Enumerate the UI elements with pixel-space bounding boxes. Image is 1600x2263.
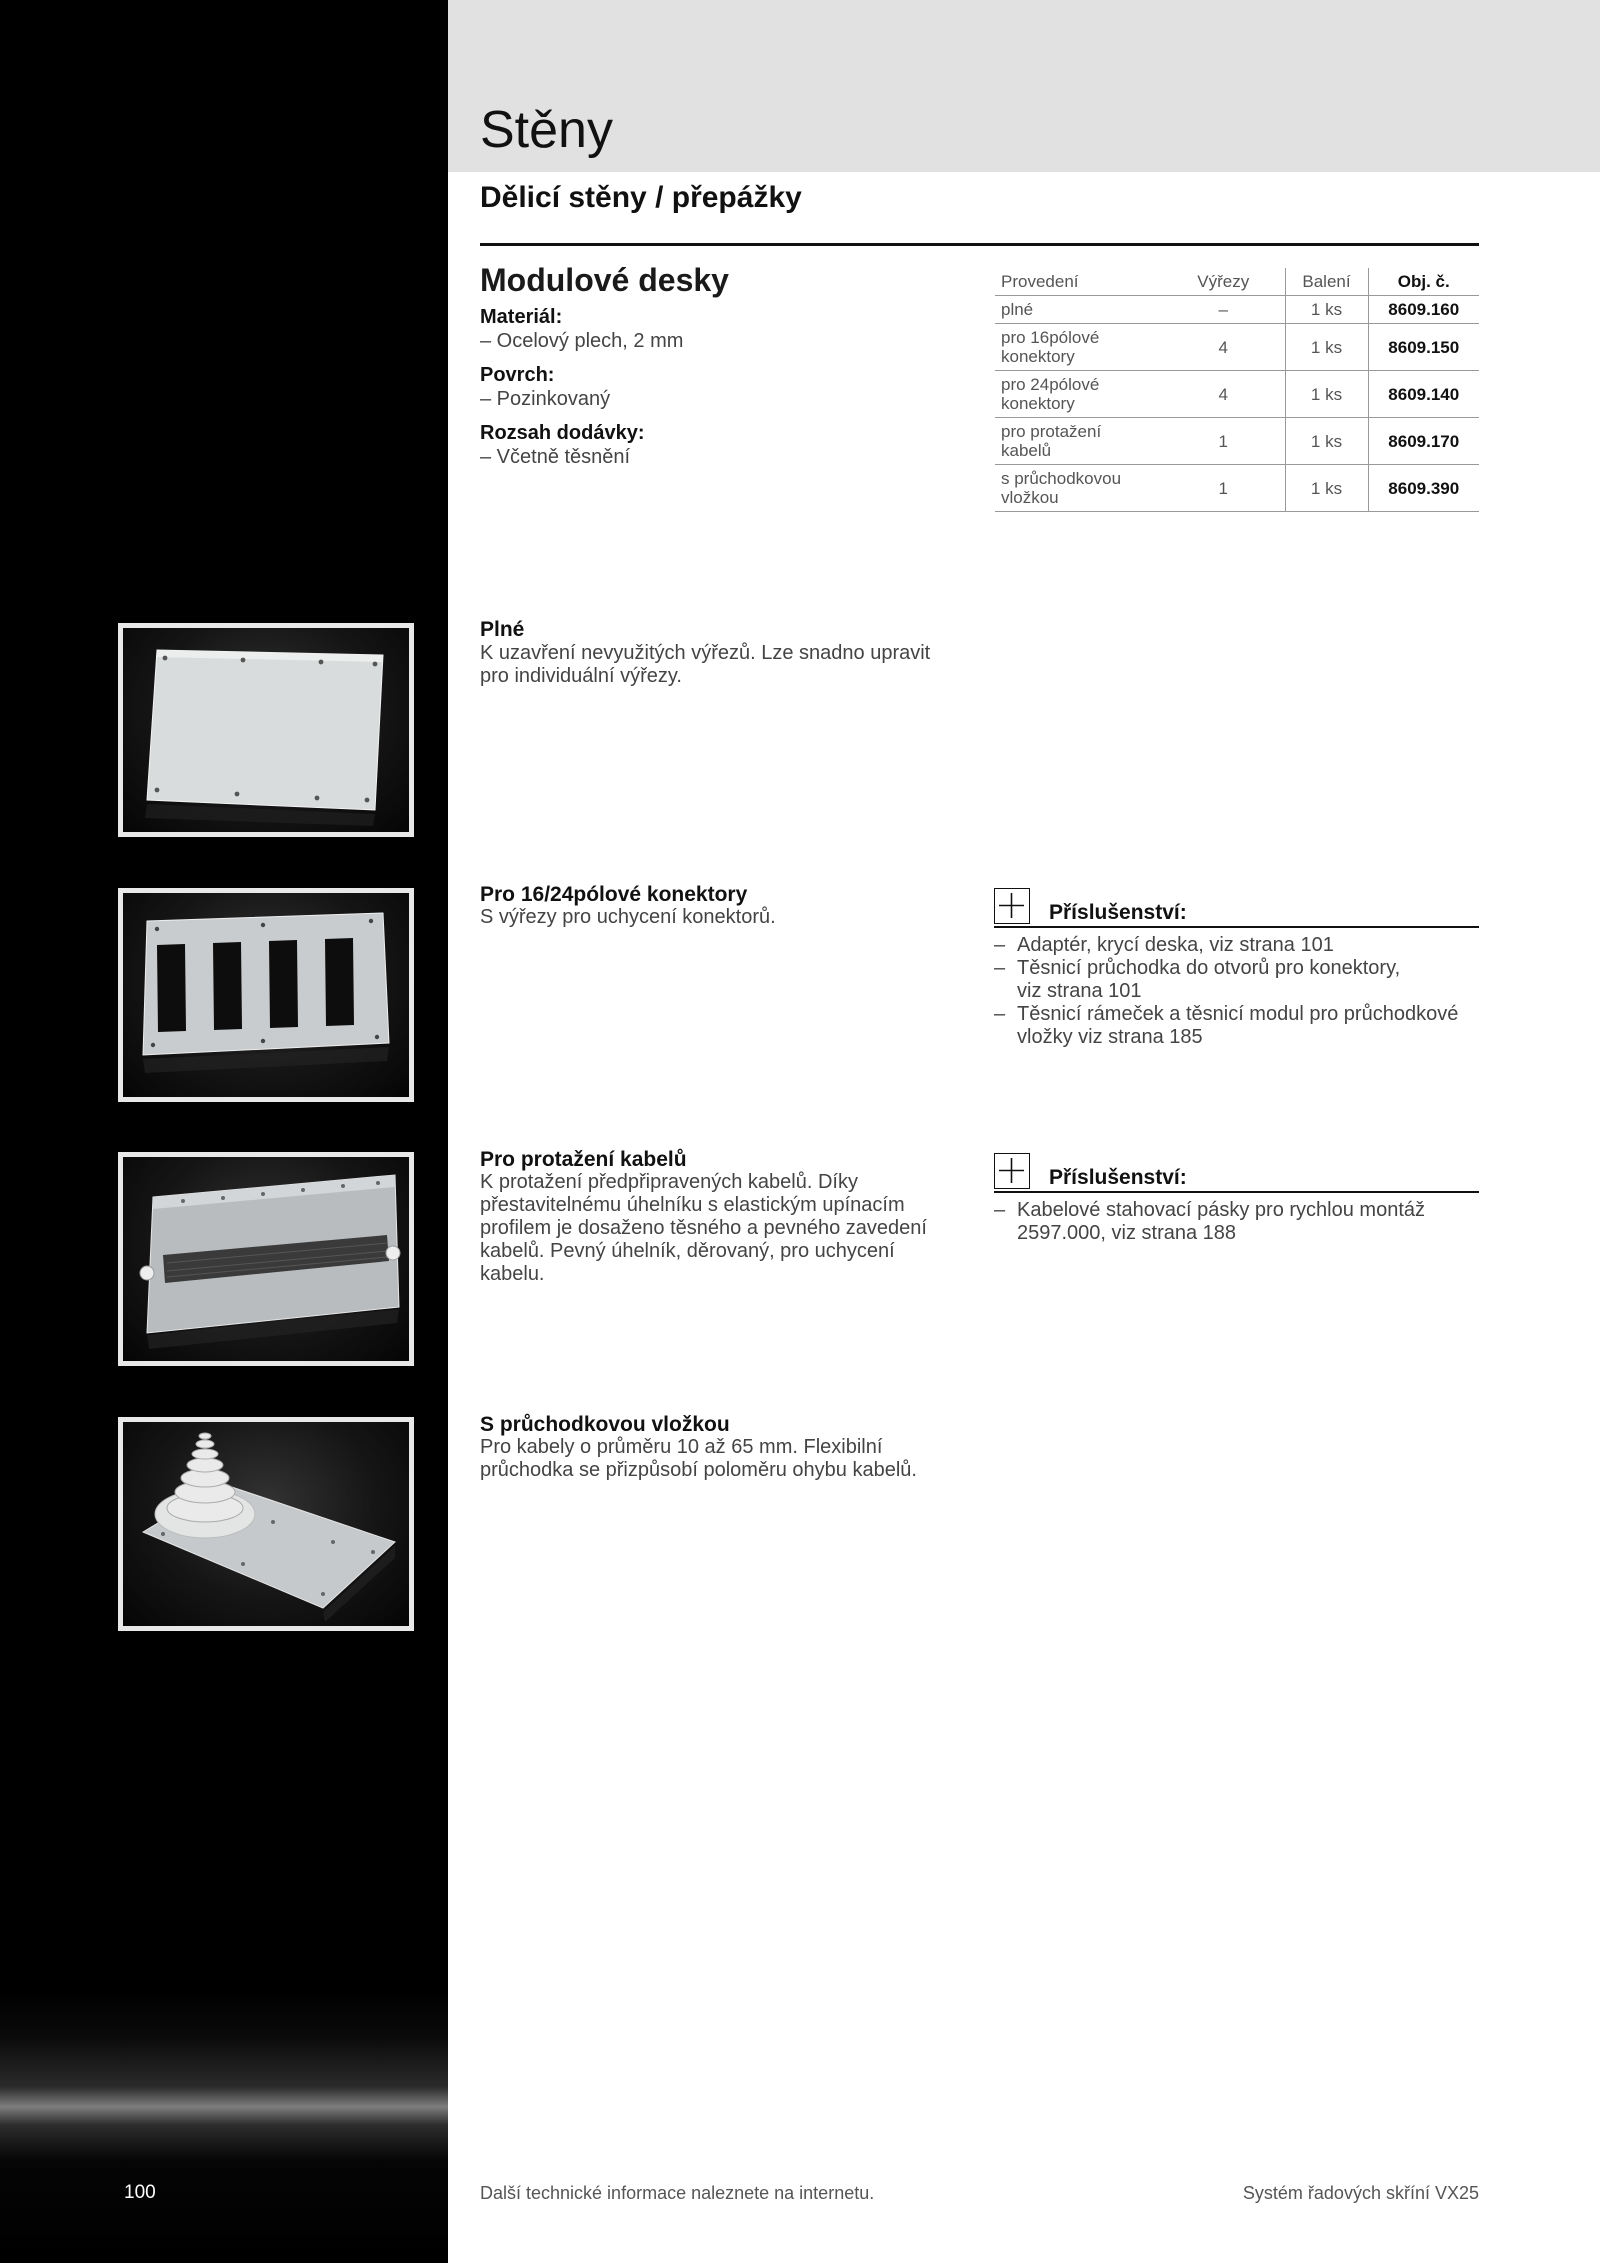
cell-variant: pro 24pólové konektory xyxy=(995,371,1162,418)
cell-code: 8609.390 xyxy=(1368,465,1479,512)
list-item: – Těsnicí průchodka do otvorů pro konektory, viz strana 101 xyxy=(994,957,1479,1003)
product-desc-solid: K uzavření nevyužitých výřezů. Lze snadno upravit pro individuální výřezy. xyxy=(480,642,931,687)
product-photo-solid-plate xyxy=(118,623,414,837)
spec-value-material: – Ocelový plech, 2 mm xyxy=(480,330,684,352)
spec-label-material: Materiál: xyxy=(480,306,563,328)
list-item: – Těsnicí rámeček a těsnicí modul pro průchodkové vložky viz strana 185 xyxy=(994,1003,1479,1049)
accessories-list xyxy=(994,1199,1479,1245)
section-divider xyxy=(480,243,1479,246)
col-header-variant: Provedení xyxy=(995,268,1162,296)
product-title-cable-entry: Pro protažení kabelů xyxy=(480,1148,687,1171)
module-heading: Modulové desky xyxy=(480,262,729,298)
accessories-label: Příslušenství: xyxy=(1049,1166,1187,1189)
accessories-label: Příslušenství: xyxy=(1049,901,1187,924)
footer-note: Další technické informace naleznete na internetu. xyxy=(480,2183,875,2203)
product-title-solid: Plné xyxy=(480,618,525,641)
product-photo-connector-plate xyxy=(118,888,414,1102)
list-item: – Adaptér, krycí deska, viz strana 101 xyxy=(994,934,1479,957)
order-table xyxy=(995,268,1479,512)
cell-variant: pro 16pólové konektory xyxy=(995,324,1162,371)
product-desc-grommet: Pro kabely o průměru 10 až 65 mm. Flexibilní průchodka se přizpůsobí poloměru ohybu kabelů. xyxy=(480,1436,917,1481)
cell-pack: 1 ks xyxy=(1285,418,1368,465)
product-title-grommet: S průchodkovou vložkou xyxy=(480,1413,730,1436)
cell-variant: s průchodkovou vložkou xyxy=(995,465,1162,512)
page-number: 100 xyxy=(124,2182,156,2203)
accessories-connectors xyxy=(994,888,1479,1049)
table-row xyxy=(995,324,1479,371)
cell-pack: 1 ks xyxy=(1285,296,1368,324)
cell-cutouts: 1 xyxy=(1162,418,1285,465)
header-band xyxy=(448,0,1600,172)
cell-cutouts: – xyxy=(1162,296,1285,324)
sidebar-black-band xyxy=(0,0,448,2263)
table-row xyxy=(995,371,1479,418)
col-header-pack: Balení xyxy=(1285,268,1368,296)
table-row xyxy=(995,465,1479,512)
col-header-cutouts: Výřezy xyxy=(1162,268,1285,296)
cell-pack: 1 ks xyxy=(1285,465,1368,512)
cell-code: 8609.170 xyxy=(1368,418,1479,465)
product-desc-connectors: S výřezy pro uchycení konektorů. xyxy=(480,906,776,928)
accessories-header xyxy=(994,1153,1479,1193)
accessories-cable-entry xyxy=(994,1153,1479,1245)
spec-value-scope: – Včetně těsnění xyxy=(480,446,631,468)
list-item: – Kabelové stahovací pásky pro rychlou montáž 2597.000, viz strana 188 xyxy=(994,1199,1479,1245)
spec-label-scope: Rozsah dodávky: xyxy=(480,422,645,444)
accessories-header xyxy=(994,888,1479,928)
product-title-connectors: Pro 16/24pólové konektory xyxy=(480,883,748,906)
cell-code: 8609.160 xyxy=(1368,296,1479,324)
cell-variant: plné xyxy=(995,296,1162,324)
cell-pack: 1 ks xyxy=(1285,324,1368,371)
page-title: Stěny xyxy=(480,101,613,159)
cell-code: 8609.150 xyxy=(1368,324,1479,371)
table-header-row xyxy=(995,268,1479,296)
plus-icon xyxy=(994,888,1030,924)
cell-cutouts: 1 xyxy=(1162,465,1285,512)
product-photo-grommet-plate xyxy=(118,1417,414,1631)
accessories-list xyxy=(994,934,1479,1049)
product-photo-cable-entry-plate xyxy=(118,1152,414,1366)
section-subtitle: Dělicí stěny / přepážky xyxy=(480,181,802,214)
col-header-code: Obj. č. xyxy=(1368,268,1479,296)
cell-variant: pro protažení kabelů xyxy=(995,418,1162,465)
spec-list xyxy=(480,305,960,479)
table-row xyxy=(995,296,1479,324)
spec-label-surface: Povrch: xyxy=(480,364,555,386)
table-row xyxy=(995,418,1479,465)
cell-cutouts: 4 xyxy=(1162,371,1285,418)
spec-value-surface: – Pozinkovaný xyxy=(480,388,611,410)
footer-series: Systém řadových skříní VX25 xyxy=(1242,2183,1479,2203)
cell-code: 8609.140 xyxy=(1368,371,1479,418)
product-desc-cable-entry: K protažení předpřipravených kabelů. Díky přestavitelnému úhelníku s elastickým upínacím profilem je dosaženo těsného a pevného zavedení kabelů. Pevný úhelník, děrovaný, pro uchycení kabelu. xyxy=(480,1171,927,1285)
cell-cutouts: 4 xyxy=(1162,324,1285,371)
plus-icon xyxy=(994,1153,1030,1189)
cell-pack: 1 ks xyxy=(1285,371,1368,418)
